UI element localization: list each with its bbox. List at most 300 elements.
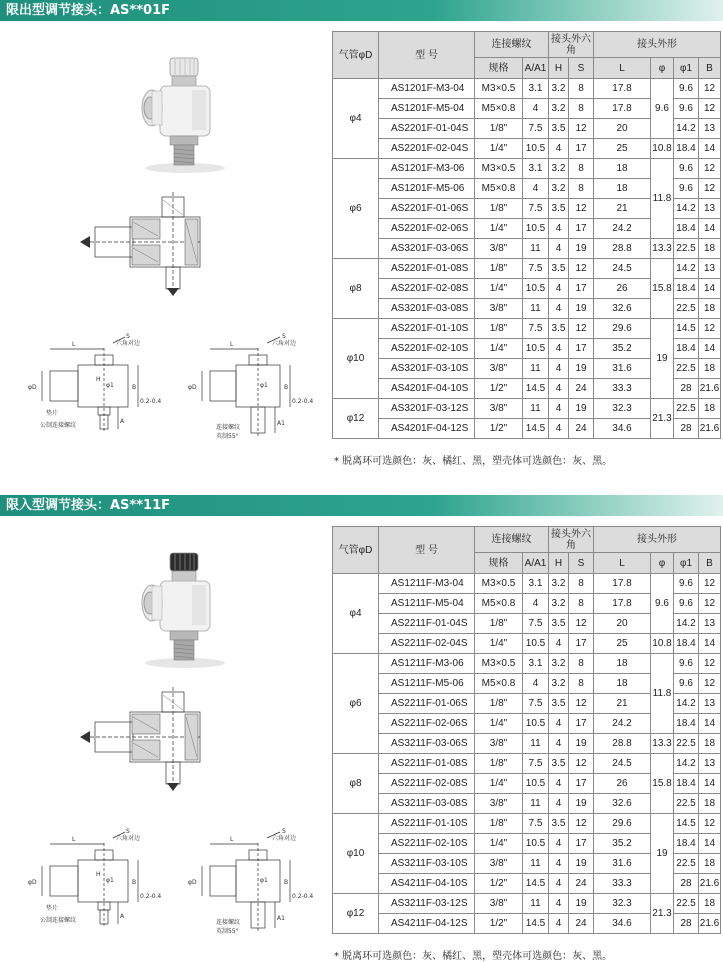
spec-table-body — [333, 574, 721, 934]
cell-s: 12 — [569, 814, 594, 834]
table-row — [333, 259, 721, 279]
cell-s: 19 — [569, 794, 594, 814]
col-b: B — [699, 58, 721, 79]
cell-spec: 1/2" — [475, 419, 523, 439]
cell-s: 19 — [569, 894, 594, 914]
spec-table — [332, 31, 721, 439]
cell-model: AS3201F-03-08S — [379, 299, 475, 319]
cutaway-diagram — [70, 192, 250, 297]
cell-spec: 3/8" — [475, 894, 523, 914]
cell-spec: 3/8" — [475, 399, 523, 419]
table-row — [333, 634, 721, 654]
cell-spec: 3/8" — [475, 359, 523, 379]
cell-b: 14 — [699, 139, 721, 159]
dim-label-male-thread: 公制连接螺纹 — [40, 917, 77, 924]
dim-label-b: B — [132, 384, 137, 391]
spec-table — [332, 526, 721, 934]
cell-b: 12 — [699, 574, 721, 594]
table-row — [333, 894, 721, 914]
cell-l: 25 — [594, 634, 651, 654]
cell-a: 10.5 — [523, 714, 549, 734]
cell-b: 14 — [699, 774, 721, 794]
cell-spec: 1/8" — [475, 754, 523, 774]
cell-model: AS3211F-03-10S — [379, 854, 475, 874]
cell-od: φ10 — [333, 319, 379, 399]
cell-phi1: 9.6 — [674, 179, 699, 199]
section-banner — [0, 0, 723, 21]
dimension-diagram — [20, 333, 320, 443]
dim-label-a1: A1 — [277, 915, 285, 922]
dim-label-s: S — [126, 333, 130, 340]
cell-h: 4 — [549, 219, 569, 239]
col-h: H — [549, 58, 569, 79]
cell-b: 12 — [699, 179, 721, 199]
cell-spec: M3×0.5 — [475, 654, 523, 674]
cell-phi: 11.8 — [651, 159, 674, 239]
cell-s: 8 — [569, 594, 594, 614]
cell-b: 21.6 — [699, 419, 721, 439]
cell-s: 17 — [569, 219, 594, 239]
cell-phi: 11.8 — [651, 654, 674, 734]
cell-model: AS4201F-04-12S — [379, 419, 475, 439]
cell-b: 14 — [699, 714, 721, 734]
cell-model: AS2211F-01-04S — [379, 614, 475, 634]
cell-spec: 1/2" — [475, 379, 523, 399]
cell-model: AS2211F-01-08S — [379, 754, 475, 774]
cell-spec: 1/4" — [475, 634, 523, 654]
col-b: B — [699, 553, 721, 574]
cell-l: 33.3 — [594, 379, 651, 399]
cell-h: 3.2 — [549, 99, 569, 119]
col-spec: 规格 — [475, 58, 523, 79]
cell-phi: 15.8 — [651, 259, 674, 319]
section-banner — [0, 495, 723, 516]
cell-l: 24.5 — [594, 259, 651, 279]
cell-a: 7.5 — [523, 694, 549, 714]
cell-phi1: 14.2 — [674, 694, 699, 714]
dim-label-l: L — [72, 341, 76, 348]
cell-s: 17 — [569, 774, 594, 794]
cell-h: 4 — [549, 854, 569, 874]
dim-label-l: L — [230, 341, 234, 348]
cell-phi: 19 — [651, 319, 674, 399]
cell-model: AS2201F-02-04S — [379, 139, 475, 159]
cell-s: 12 — [569, 199, 594, 219]
dim-label-phi1: φ1 — [106, 382, 114, 389]
col-thread: 连接螺纹 — [475, 32, 549, 58]
dim-label-hex: 六角对边 — [116, 340, 141, 347]
cell-a: 10.5 — [523, 339, 549, 359]
cell-b: 12 — [699, 319, 721, 339]
dim-label-od: φD — [28, 879, 37, 886]
cell-phi1: 18.4 — [674, 339, 699, 359]
cell-l: 32.3 — [594, 894, 651, 914]
cell-l: 35.2 — [594, 339, 651, 359]
cell-s: 24 — [569, 419, 594, 439]
cell-od: φ4 — [333, 79, 379, 159]
cell-spec: 1/4" — [475, 279, 523, 299]
table-row — [333, 574, 721, 594]
cell-s: 24 — [569, 379, 594, 399]
cell-phi1: 14.2 — [674, 754, 699, 774]
cell-phi1: 14.2 — [674, 259, 699, 279]
cell-phi1: 14.2 — [674, 199, 699, 219]
cell-s: 17 — [569, 834, 594, 854]
cell-l: 24.2 — [594, 714, 651, 734]
cell-l: 25 — [594, 139, 651, 159]
product-photo — [130, 50, 240, 175]
cell-s: 17 — [569, 714, 594, 734]
cell-phi1: 22.5 — [674, 359, 699, 379]
cell-phi1: 18.4 — [674, 714, 699, 734]
cell-b: 18 — [699, 854, 721, 874]
cell-l: 29.6 — [594, 319, 651, 339]
cell-phi1: 14.5 — [674, 319, 699, 339]
cell-phi1: 28 — [674, 874, 699, 894]
cell-s: 17 — [569, 634, 594, 654]
cell-l: 20 — [594, 119, 651, 139]
cell-b: 13 — [699, 614, 721, 634]
cell-spec: 1/4" — [475, 714, 523, 734]
cell-a: 4 — [523, 179, 549, 199]
cell-phi1: 22.5 — [674, 399, 699, 419]
section-title: 限入型调节接头：AS**11F — [6, 498, 170, 513]
flow-arrow-icon — [167, 783, 179, 791]
cell-s: 8 — [569, 79, 594, 99]
table-row — [333, 399, 721, 419]
cell-b: 18 — [699, 239, 721, 259]
cell-phi1: 28 — [674, 914, 699, 934]
table-row — [333, 654, 721, 674]
cell-model: AS2201F-01-04S — [379, 119, 475, 139]
cell-a: 7.5 — [523, 119, 549, 139]
dim-label-hex: 六角对边 — [116, 835, 141, 842]
cell-a: 10.5 — [523, 219, 549, 239]
cell-s: 19 — [569, 299, 594, 319]
cell-model: AS2201F-02-06S — [379, 219, 475, 239]
cell-s: 12 — [569, 754, 594, 774]
cell-model: AS2211F-02-04S — [379, 634, 475, 654]
cell-a: 7.5 — [523, 754, 549, 774]
cell-s: 8 — [569, 654, 594, 674]
cell-model: AS3211F-03-08S — [379, 794, 475, 814]
cell-h: 4 — [549, 774, 569, 794]
cell-model: AS3201F-03-10S — [379, 359, 475, 379]
cell-b: 18 — [699, 894, 721, 914]
cell-model: AS2211F-01-10S — [379, 814, 475, 834]
cell-model: AS4211F-04-10S — [379, 874, 475, 894]
color-note: * 脱离环可选颜色：灰、橘红、黑，塑壳体可选颜色：灰、黑。 — [334, 456, 613, 467]
cell-l: 21 — [594, 199, 651, 219]
cell-a: 7.5 — [523, 319, 549, 339]
cell-l: 34.6 — [594, 914, 651, 934]
cell-phi: 21.3 — [651, 894, 674, 934]
cutaway-diagram — [70, 687, 250, 792]
cell-h: 3.5 — [549, 694, 569, 714]
cell-a: 14.5 — [523, 419, 549, 439]
table-row — [333, 319, 721, 339]
col-od: 气管φD — [333, 32, 379, 79]
cell-l: 34.6 — [594, 419, 651, 439]
cell-s: 17 — [569, 339, 594, 359]
col-thread: 连接螺纹 — [475, 527, 549, 553]
cell-a: 11 — [523, 794, 549, 814]
cell-spec: M3×0.5 — [475, 79, 523, 99]
cell-b: 12 — [699, 594, 721, 614]
cell-spec: M5×0.8 — [475, 594, 523, 614]
cell-l: 17.8 — [594, 574, 651, 594]
cell-h: 4 — [549, 894, 569, 914]
col-a: A/A1 — [523, 58, 549, 79]
cell-od: φ6 — [333, 654, 379, 754]
cell-phi1: 18.4 — [674, 834, 699, 854]
dim-label-gap: 0.2-0.4 — [292, 893, 314, 900]
cell-l: 26 — [594, 774, 651, 794]
cell-a: 4 — [523, 674, 549, 694]
dim-label-gap: 0.2-0.4 — [292, 398, 314, 405]
cell-model: AS2211F-02-06S — [379, 714, 475, 734]
cell-h: 4 — [549, 914, 569, 934]
cell-h: 4 — [549, 634, 569, 654]
color-note: * 脱离环可选颜色：灰、橘红、黑，塑壳体可选颜色：灰、黑。 — [334, 951, 613, 962]
dim-label-hex: 六角对边 — [272, 835, 297, 842]
cell-phi: 15.8 — [651, 754, 674, 814]
cell-b: 18 — [699, 794, 721, 814]
cell-spec: 1/8" — [475, 614, 523, 634]
cell-s: 19 — [569, 359, 594, 379]
dim-label-washer: 垫片 — [46, 905, 59, 912]
cell-h: 3.5 — [549, 614, 569, 634]
cell-model: AS3201F-03-06S — [379, 239, 475, 259]
dimension-diagram — [20, 828, 320, 938]
table-row — [333, 239, 721, 259]
col-h: H — [549, 553, 569, 574]
cell-spec: 3/8" — [475, 734, 523, 754]
cell-phi1: 14.2 — [674, 119, 699, 139]
cell-a: 11 — [523, 359, 549, 379]
cell-phi1: 9.6 — [674, 654, 699, 674]
cell-a: 11 — [523, 399, 549, 419]
cell-a: 11 — [523, 239, 549, 259]
dim-label-gap: 0.2-0.4 — [140, 398, 162, 405]
section-in-limit — [0, 495, 723, 962]
cell-l: 18 — [594, 159, 651, 179]
cell-l: 17.8 — [594, 594, 651, 614]
cell-l: 24.2 — [594, 219, 651, 239]
cell-model: AS2211F-01-06S — [379, 694, 475, 714]
cell-phi: 9.6 — [651, 79, 674, 139]
dim-label-od: φD — [28, 384, 37, 391]
cell-phi: 9.6 — [651, 574, 674, 634]
cell-phi1: 9.6 — [674, 674, 699, 694]
cell-b: 13 — [699, 754, 721, 774]
cell-l: 31.6 — [594, 359, 651, 379]
cell-a: 14.5 — [523, 874, 549, 894]
cell-phi1: 18.4 — [674, 634, 699, 654]
cell-a: 14.5 — [523, 914, 549, 934]
cell-phi1: 22.5 — [674, 854, 699, 874]
cell-model: AS4211F-04-12S — [379, 914, 475, 934]
cell-s: 12 — [569, 259, 594, 279]
cell-b: 21.6 — [699, 914, 721, 934]
cell-phi1: 22.5 — [674, 794, 699, 814]
cell-s: 8 — [569, 674, 594, 694]
dim-label-a: A — [120, 418, 125, 425]
cell-phi1: 18.4 — [674, 279, 699, 299]
cell-model: AS2211F-02-10S — [379, 834, 475, 854]
flow-arrow-icon — [80, 731, 90, 743]
cell-a: 10.5 — [523, 634, 549, 654]
cell-l: 26 — [594, 279, 651, 299]
cell-a: 4 — [523, 594, 549, 614]
dim-label-l: L — [72, 836, 76, 843]
col-phi1: φ1 — [674, 58, 699, 79]
col-spec: 规格 — [475, 553, 523, 574]
dim-label-male-thread: 公制连接螺纹 — [40, 422, 77, 429]
dim-label-od: φD — [188, 384, 197, 391]
cell-b: 12 — [699, 674, 721, 694]
cell-h: 3.5 — [549, 119, 569, 139]
table-row — [333, 79, 721, 99]
cell-h: 4 — [549, 714, 569, 734]
cell-phi1: 9.6 — [674, 99, 699, 119]
cell-b: 14 — [699, 279, 721, 299]
cell-l: 32.6 — [594, 794, 651, 814]
col-shape: 接头外形 — [594, 32, 721, 58]
cell-b: 13 — [699, 119, 721, 139]
cell-phi: 13.3 — [651, 239, 674, 259]
cell-l: 35.2 — [594, 834, 651, 854]
cell-l: 17.8 — [594, 99, 651, 119]
col-s: S — [569, 58, 594, 79]
cell-b: 13 — [699, 259, 721, 279]
dim-label-s: S — [282, 333, 286, 340]
cell-s: 17 — [569, 279, 594, 299]
col-od: 气管φD — [333, 527, 379, 574]
cell-l: 33.3 — [594, 874, 651, 894]
dim-label-l: L — [230, 836, 234, 843]
cell-phi1: 14.5 — [674, 814, 699, 834]
dim-label-gap: 0.2-0.4 — [140, 893, 162, 900]
cell-phi1: 18.4 — [674, 219, 699, 239]
cell-spec: 1/8" — [475, 814, 523, 834]
cell-h: 4 — [549, 299, 569, 319]
cell-b: 18 — [699, 734, 721, 754]
cell-a: 7.5 — [523, 259, 549, 279]
col-s: S — [569, 553, 594, 574]
cell-model: AS1201F-M3-06 — [379, 159, 475, 179]
cell-a: 3.1 — [523, 79, 549, 99]
cell-b: 13 — [699, 694, 721, 714]
cell-h: 4 — [549, 874, 569, 894]
cell-h: 4 — [549, 359, 569, 379]
cell-b: 12 — [699, 654, 721, 674]
cell-phi1: 14.2 — [674, 614, 699, 634]
cell-h: 3.5 — [549, 259, 569, 279]
cell-s: 24 — [569, 874, 594, 894]
dim-label-h: H — [96, 376, 101, 383]
cell-spec: 1/4" — [475, 219, 523, 239]
cell-spec: 1/8" — [475, 694, 523, 714]
cell-spec: M5×0.8 — [475, 179, 523, 199]
cell-l: 21 — [594, 694, 651, 714]
dim-label-washer: 垫片 — [46, 410, 59, 417]
dim-label-s: S — [126, 828, 130, 835]
cell-l: 31.6 — [594, 854, 651, 874]
cell-a: 7.5 — [523, 614, 549, 634]
cell-model: AS4201F-04-10S — [379, 379, 475, 399]
cell-spec: 3/8" — [475, 854, 523, 874]
cell-l: 28.8 — [594, 734, 651, 754]
dim-label-conn-thread: 连接螺纹 — [216, 919, 241, 926]
cell-h: 3.2 — [549, 179, 569, 199]
cell-phi: 21.3 — [651, 399, 674, 439]
dim-label-conn-thread: 连接螺纹 — [216, 424, 241, 431]
col-phi1: φ1 — [674, 553, 699, 574]
cell-model: AS3211F-03-12S — [379, 894, 475, 914]
cell-h: 3.2 — [549, 79, 569, 99]
cell-b: 14 — [699, 219, 721, 239]
cell-a: 10.5 — [523, 774, 549, 794]
cell-b: 14 — [699, 634, 721, 654]
cell-b: 12 — [699, 814, 721, 834]
cell-h: 3.2 — [549, 594, 569, 614]
cell-a: 4 — [523, 99, 549, 119]
cell-spec: 1/2" — [475, 914, 523, 934]
cell-od: φ6 — [333, 159, 379, 259]
cell-spec: 1/4" — [475, 139, 523, 159]
cell-a: 11 — [523, 854, 549, 874]
dim-label-hex: 六角对边 — [272, 340, 297, 347]
cell-h: 4 — [549, 239, 569, 259]
cell-spec: 1/2" — [475, 874, 523, 894]
cell-spec: 3/8" — [475, 239, 523, 259]
cell-a: 11 — [523, 734, 549, 754]
cell-h: 3.2 — [549, 674, 569, 694]
cell-h: 3.5 — [549, 814, 569, 834]
cell-model: AS1201F-M5-06 — [379, 179, 475, 199]
cell-b: 21.6 — [699, 874, 721, 894]
col-model: 型 号 — [379, 527, 475, 574]
dim-label-imperial: 英制55° — [216, 928, 239, 935]
col-hex: 接头外六角 — [549, 527, 594, 553]
col-phi: φ — [651, 553, 674, 574]
cell-b: 21.6 — [699, 379, 721, 399]
dim-label-a: A — [120, 913, 125, 920]
section-out-limit — [0, 0, 723, 467]
cell-phi1: 9.6 — [674, 79, 699, 99]
cell-spec: 1/4" — [475, 339, 523, 359]
cell-spec: 1/8" — [475, 119, 523, 139]
flow-arrow-icon — [80, 236, 90, 248]
cell-s: 8 — [569, 99, 594, 119]
cell-model: AS3201F-03-12S — [379, 399, 475, 419]
cell-s: 8 — [569, 574, 594, 594]
cell-spec: M3×0.5 — [475, 574, 523, 594]
cell-s: 19 — [569, 239, 594, 259]
cell-a: 3.1 — [523, 574, 549, 594]
cell-phi: 19 — [651, 814, 674, 894]
cell-spec: 1/8" — [475, 199, 523, 219]
dim-label-b: B — [132, 879, 137, 886]
cell-phi: 10.8 — [651, 634, 674, 654]
cell-h: 3.2 — [549, 574, 569, 594]
cell-model: AS1211F-M5-06 — [379, 674, 475, 694]
cell-b: 18 — [699, 399, 721, 419]
cell-h: 4 — [549, 139, 569, 159]
cell-l: 32.6 — [594, 299, 651, 319]
cell-phi1: 9.6 — [674, 594, 699, 614]
